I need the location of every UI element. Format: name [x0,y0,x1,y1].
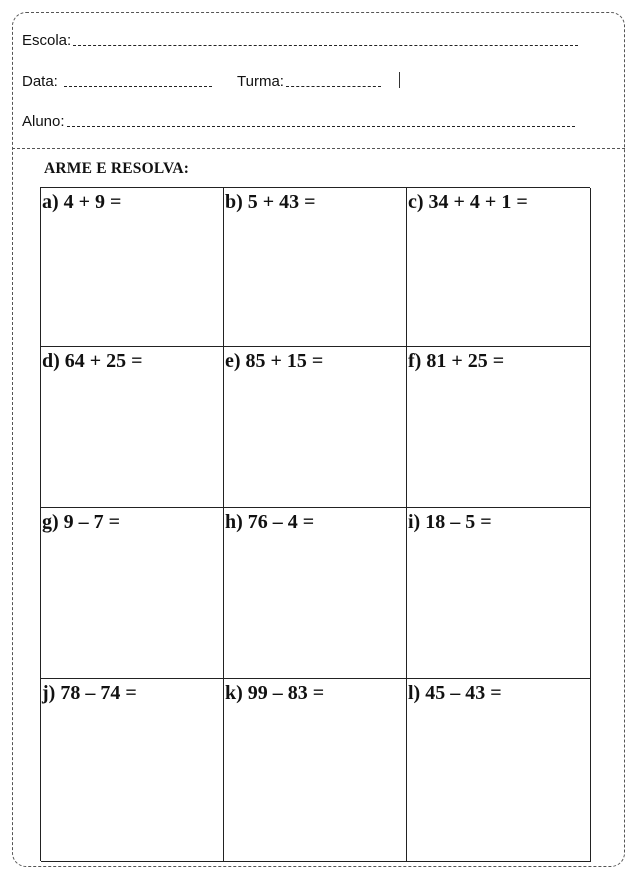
school-field-line[interactable] [73,45,578,46]
problem-grid [40,187,590,861]
student-label: Aluno: [22,113,65,130]
problem-cell[interactable]: g) 9 – 7 = [41,508,224,679]
class-row [237,73,381,90]
problem-cell[interactable]: b) 5 + 43 = [224,188,407,347]
header-divider [12,148,625,149]
problem-cell[interactable]: l) 45 – 43 = [407,679,591,862]
problem-cell[interactable]: j) 78 – 74 = [41,679,224,862]
student-row [22,113,575,130]
class-field-line[interactable] [286,86,381,87]
school-row [22,32,578,49]
problem-cell[interactable]: i) 18 – 5 = [407,508,591,679]
problem-cell[interactable]: k) 99 – 83 = [224,679,407,862]
problem-cell[interactable]: d) 64 + 25 = [41,347,224,508]
instruction-title: ARME E RESOLVA: [44,160,190,177]
problem-cell[interactable]: e) 85 + 15 = [224,347,407,508]
text-cursor-mark [399,72,400,88]
date-row [22,73,212,90]
problem-cell[interactable]: c) 34 + 4 + 1 = [407,188,591,347]
date-field-line[interactable] [64,86,212,87]
school-label: Escola: [22,32,72,49]
problem-cell[interactable]: a) 4 + 9 = [41,188,224,347]
student-field-line[interactable] [67,126,575,127]
date-label: Data: [22,73,58,90]
problem-cell[interactable]: f) 81 + 25 = [407,347,591,508]
class-label: Turma: [237,73,284,90]
problem-cell[interactable]: h) 76 – 4 = [224,508,407,679]
